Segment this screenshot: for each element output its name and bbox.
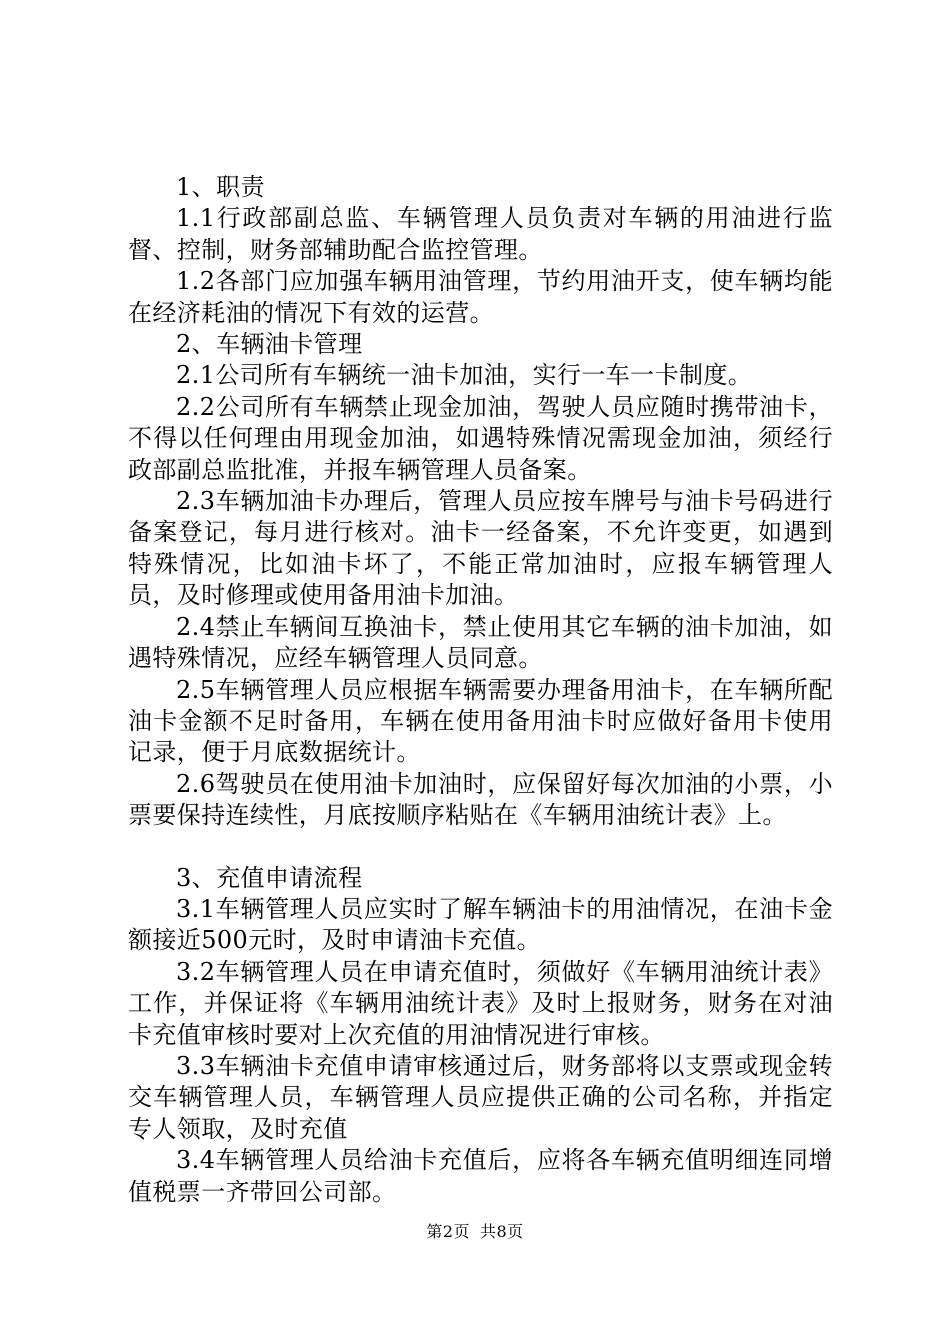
section-1-heading: 1、职责 (176, 173, 265, 201)
paragraph-3-4: 3.4车辆管理人员给油卡充值后，应将各车辆充值明细连同增值税票一齐带回公司部。 (128, 1146, 833, 1206)
paragraph-3-3: 3.3车辆油卡充值申请审核通过后，财务部将以支票或现金转交车辆管理人员，车辆管理人员应提供正确的公司名称，并指定专人领取，及时充值 (128, 1051, 833, 1143)
page-number: 第2页 (426, 1222, 470, 1241)
section-2-heading: 2、车辆油卡管理 (176, 330, 363, 359)
paragraph-2-6: 2.6驾驶员在使用油卡加油时，应保留好每次加油的小票，小票要保持连续性，月底按顺序粘贴在《车辆用油统计表》上。 (128, 769, 833, 830)
paragraph-3-1: 3.1车辆管理人员应实时了解车辆油卡的用油情况，在油卡金额接近500元时，及时申请油卡充值。 (128, 894, 833, 955)
paragraph-2-4: 2.4禁止车辆间互换油卡，禁止使用其它车辆的油卡加油，如遇特殊情况，应经车辆管理人员同意。 (128, 612, 833, 673)
document-body (128, 172, 833, 1208)
paragraph-1-2: 1.2各部门应加强车辆用油管理，节约用油开支，使车辆均能在经济耗油的情况下有效的运营。 (128, 267, 833, 327)
page-footer (0, 1222, 950, 1242)
paragraph-3-2: 3.2车辆管理人员在申请充值时，须做好《车辆用油统计表》工作，并保证将《车辆用油统计表》及时上报财务，财务在对油卡充值审核时要对上次充值的用油情况进行审核。 (128, 957, 833, 1049)
section-spacer (128, 832, 833, 863)
paragraph-2-2: 2.2公司所有车辆禁止现金加油，驾驶人员应随时携带油卡，不得以任何理由用现金加油，如遇特殊情况需现金加油，须经行政部副总监批准，并报车辆管理人员备案。 (128, 392, 833, 484)
page-total: 共8页 (480, 1222, 524, 1241)
paragraph-2-3: 2.3车辆加油卡办理后，管理人员应按车牌号与油卡号码进行备案登记，每月进行核对。油卡一经备案，不允许变更，如遇到特殊情况，比如油卡坏了，不能正常加油时，应报车辆管理人员，及时修理或使用备用油卡加油。 (128, 487, 833, 610)
section-3-heading: 3、充值申请流程 (176, 863, 363, 892)
paragraph-1-1: 1.1行政部副总监、车辆管理人员负责对车辆的用油进行监督、控制，财务部辅助配合监控管理。 (128, 204, 833, 264)
paragraph-2-1: 2.1公司所有车辆统一油卡加油，实行一车一卡制度。 (176, 361, 753, 390)
paragraph-2-5: 2.5车辆管理人员应根据车辆需要办理备用油卡，在车辆所配油卡金额不足时备用，车辆在使用备用油卡时应做好备用卡使用记录，便于月底数据统计。 (128, 675, 833, 767)
